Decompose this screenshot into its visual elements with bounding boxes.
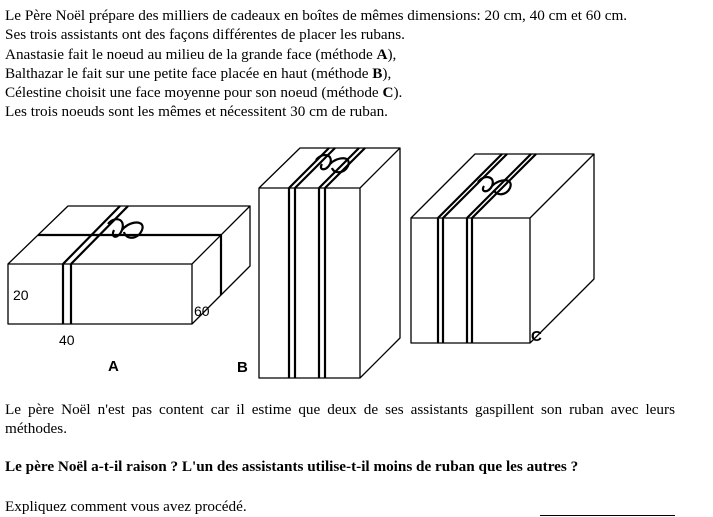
box-a-ribbon-front <box>63 264 71 324</box>
intro-line-knots: Les trois noeuds sont les mêmes et nécessitent 30 cm de ruban. <box>5 103 388 121</box>
box-b-ribbon-front <box>289 188 325 378</box>
santa-complaint-paragraph: Le père Noël n'est pas content car il estime que deux de ses assistants gaspillent son ruban avec leurs méthodes. <box>5 401 675 438</box>
problem-intro <box>5 6 677 122</box>
box-a-dim-width: 40 <box>59 332 75 348</box>
boxes-figure <box>0 138 713 388</box>
method-a-letter: A <box>376 45 388 63</box>
box-c-ribbon-top-left <box>438 154 507 218</box>
answer-line <box>540 515 675 516</box>
explain-instruction: Expliquez comment vous avez procédé. <box>5 498 247 515</box>
box-b <box>259 148 400 378</box>
main-question: Le père Noël a-t-il raison ? L'un des assistants utilise-t-il moins de ruban que les autres ? <box>5 458 579 475</box>
intro-line-balthazar: Balthazar le fait sur une petite face placée en haut (méthode B), <box>5 64 392 82</box>
intro-line-dimensions: Le Père Noël prépare des milliers de cadeaux en boîtes de mêmes dimensions: 20 cm, 40 cm et 60 cm. <box>5 7 628 24</box>
intro-line-anastasie: Anastasie fait le noeud au milieu de la grande face (méthode A), <box>5 45 397 63</box>
box-c-ribbon-top-right <box>467 154 536 218</box>
box-a-label: A <box>108 358 119 375</box>
intro-line-assistants: Ses trois assistants ont des façons différentes de placer les rubans. <box>5 26 405 44</box>
intro-line-celestine: Célestine choisit une face moyenne pour son noeud (méthode C). <box>5 84 403 102</box>
box-c-label: C <box>531 328 542 345</box>
box-c-ribbon-front <box>438 218 472 343</box>
box-b-label: B <box>237 359 248 376</box>
box-c <box>411 154 594 343</box>
method-b-letter: B <box>372 64 383 82</box>
box-a-dim-depth: 60 <box>194 303 210 319</box>
box-a-dim-height: 20 <box>13 287 29 303</box>
boxes-illustration <box>0 138 713 383</box>
method-c-letter: C <box>382 84 394 102</box>
box-a <box>8 206 250 324</box>
